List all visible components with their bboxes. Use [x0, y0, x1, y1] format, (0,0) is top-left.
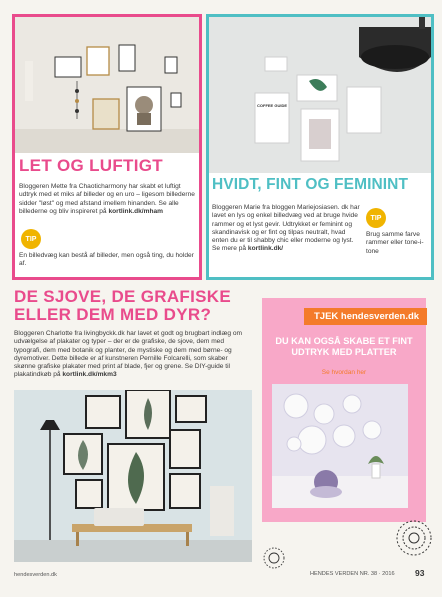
- article-body-let-og-luftigt: [19, 183, 197, 216]
- headline-de-sjove-line1: DE SJOVE, DE GRAFISKE: [14, 287, 231, 306]
- gallery-wall-illustration: [15, 17, 199, 153]
- article-body-text: Bloggeren Marie fra bloggen Mariejosiasen. dk har lavet en lys og enkel billedvæg ved at bruge hvide rammer og et lyst gevir. Udtrykket er feminint og skandinavisk og er fint og tilpas neutralt, hvad enten du er til shabby chic eller moderne og lyst. Se mere på: [212, 204, 360, 253]
- article-body-hvidt-fint: [212, 204, 360, 254]
- photo-botanical-gallery-wall: [14, 390, 252, 562]
- footer-right-issue: HENDES VERDEN NR. 38 · 2016: [310, 571, 395, 577]
- article-body-text: Bloggeren Mette fra Chaoticharmony har skabt et luftigt udtryk med et miks af billeder og en uro – ligesom billederne sidder "løst" og med afstand imellem hinanden. Se alle billederne og bliv inspireret på: [19, 183, 195, 215]
- tip-text: En billedvæg kan bestå af billeder, men også ting, du holder af.: [19, 252, 194, 268]
- page-number: 93: [415, 568, 425, 578]
- tip-text: Brug samme farve rammer eller tone-i-tone: [366, 231, 424, 255]
- plates-wall-illustration: [272, 384, 408, 508]
- doily-decoration-left: [262, 546, 286, 570]
- article-link[interactable]: kortlink.dk/mkm3: [62, 371, 117, 379]
- tip-badge: TIP: [366, 208, 386, 228]
- article-body-de-sjove: [14, 330, 246, 380]
- promo-tag-tjek[interactable]: TJEK hendesverden.dk: [304, 308, 427, 325]
- doily-decoration-right: [394, 518, 434, 558]
- article-body-text: Bloggeren Charlotte fra livingbyckk.dk har lavet et godt og brugbart indlæg om udvælgelse af plakater og typer – der er de grafiske, de sjove, dem med typografi, dem med botanik og planter, de mystiske og dem med børne- og dyremotiver. Dette billede er af kunstneren Pernille Folcarelli, som skaber skønne grafiske plakater med print af blade, fjer og grene. Se DIY-guide til plakatindkøb på: [14, 330, 242, 379]
- promo-headline: DU KAN OGSÅ SKABE ET FINT UDTRYK MED PLATTER: [275, 336, 413, 357]
- promo-subline[interactable]: Se hvordan her: [321, 369, 367, 376]
- footer-left-site: hendesverden.dk: [14, 572, 57, 578]
- headline-let-og-luftigt: LET OG LUFTIGT: [19, 156, 163, 175]
- headline-hvidt-fint-feminint: HVIDT, FINT OG FEMININT: [212, 176, 409, 193]
- tip-badge: TIP: [21, 229, 41, 249]
- photo-plates-wall: [272, 384, 408, 508]
- photo-white-frames-wall: [209, 17, 431, 173]
- white-frames-illustration: [209, 17, 431, 173]
- headline-de-sjove-line2: ELLER DEM MED DYR?: [14, 305, 212, 324]
- botanical-wall-illustration: [14, 390, 252, 562]
- article-link[interactable]: kortlink.dk/mham: [108, 207, 164, 215]
- coffee-guide-poster-title: COFFEE GUIDE: [257, 103, 288, 108]
- photo-gallery-wall-airy: [15, 17, 199, 153]
- article-link[interactable]: kortlink.dk/: [247, 245, 284, 253]
